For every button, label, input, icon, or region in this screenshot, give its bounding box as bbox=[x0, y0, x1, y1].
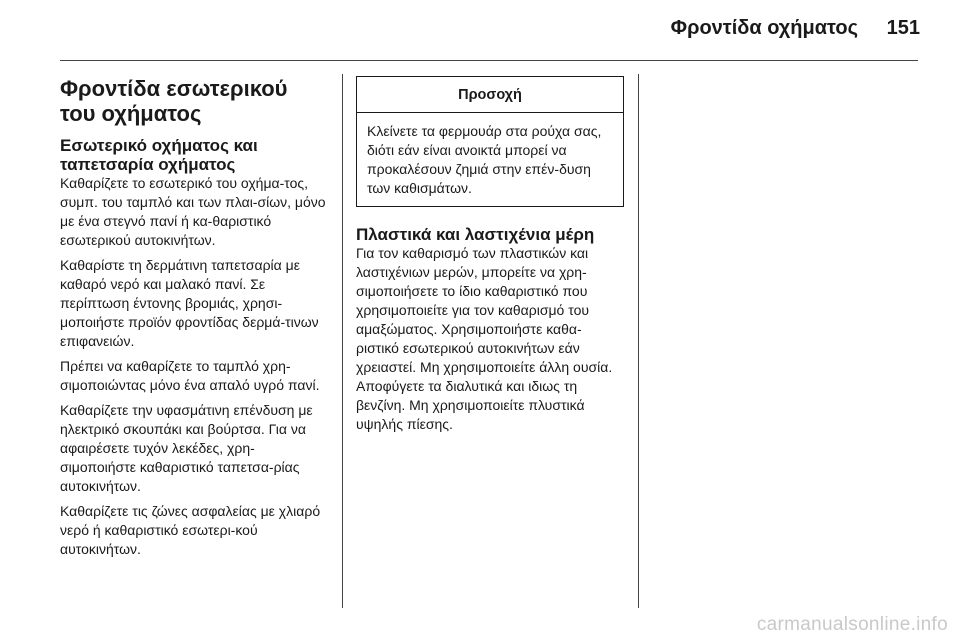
column-divider-left bbox=[342, 74, 343, 608]
caution-text: Κλείνετε τα φερμουάρ στα ρούχα σας, διότι εάν είναι ανοικτά μπορεί να προκαλέσουν ζημιά στην επέν-δυση των καθισμάτων. bbox=[367, 123, 602, 196]
column-divider-right bbox=[638, 74, 639, 608]
paragraph: Καθαρίζετε το εσωτερικό του οχήμα-τος, συμπ. του ταμπλό και των πλαι-σίων, μόνο με ένα στεγνό πανί ή κα-θαριστικό εσωτερικού αυτοκινήτων. bbox=[60, 175, 326, 248]
caution-title: Προσοχή bbox=[357, 77, 623, 113]
paragraph: Πρέπει να καθαρίζετε το ταμπλό χρη-σιμοποιώντας μόνο ένα απαλό υγρό πανί. bbox=[60, 358, 320, 393]
paragraph: Για τον καθαρισμό των πλαστικών και λαστιχένιων μερών, μπορείτε να χρη-σιμοποιήσετε το ίδιο καθαριστικό που χρησιμοποιείτε για τον καθαρισμό του αμαξώματος. Χρησιμοποιήστε καθα-ριστικό εσωτερικού αυτοκινήτων εάν χρειαστεί. Μη χρησιμοποιείτε άλλη ουσία. Αποφύγετε τα διαλυτικά και ιδιως τη βενζίνη. Μη χρησιμοποιείτε πλυστικά υψηλής πίεσης. bbox=[356, 245, 613, 432]
running-header-title: Φροντίδα οχήματος bbox=[670, 17, 858, 39]
header-rule bbox=[60, 60, 918, 61]
right-column bbox=[356, 76, 624, 440]
paragraph: Καθαρίστε τη δερμάτινη ταπετσαρία με καθαρό νερό και μαλακό πανί. Σε περίπτωση έντονης βρομιάς, χρησι-μοποιήστε προϊόν φροντίδας δερμά-τινων επιφανειών. bbox=[60, 257, 319, 349]
subsection-title-plastics: Πλαστικά και λαστιχένια μέρη bbox=[356, 225, 595, 244]
subsection-title-interior: Εσωτερικό οχήματος και ταπετσαρία οχήματος bbox=[60, 136, 258, 174]
section-title: Φροντίδα εσωτερικού του οχήματος bbox=[60, 76, 288, 126]
paragraph: Καθαρίζετε την υφασμάτινη επένδυση με ηλεκτρικό σκουπάκι και βούρτσα. Για να αφαιρέσετε τυχόν λεκέδες, χρη-σιμοποιήστε καθαριστικό ταπετσα-ρίας αυτοκινήτων. bbox=[60, 402, 313, 494]
caution-box bbox=[356, 76, 624, 207]
paragraph: Καθαρίζετε τις ζώνες ασφαλείας με χλιαρό νερό ή καθαριστικό εσωτερι-κού αυτοκινήτων. bbox=[60, 503, 321, 557]
watermark: carmanualsonline.info bbox=[756, 614, 948, 635]
left-column bbox=[60, 76, 328, 565]
page-number: 151 bbox=[886, 17, 920, 39]
